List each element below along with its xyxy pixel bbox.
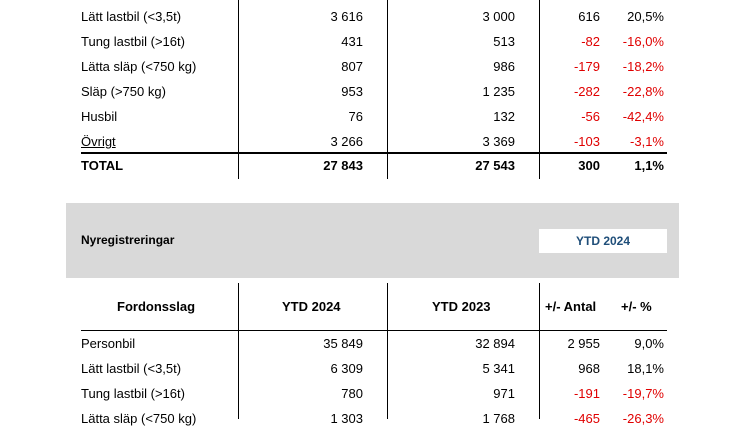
diff-count-cell: -179 — [573, 59, 600, 74]
diff-percent-cell: 18,1% — [627, 361, 664, 376]
diff-percent-cell: -3,1% — [630, 134, 664, 149]
diff-count-cell: 968 — [578, 361, 600, 376]
ytd2023-cell: 32 894 — [475, 336, 515, 351]
section-title: Nyregistreringar — [81, 233, 175, 247]
vehicle-type-cell: Lätt lastbil (<3,5t) — [81, 361, 182, 376]
vehicle-type-cell: Tung lastbil (>16t) — [81, 34, 185, 49]
diff-count-cell: 2 955 — [567, 336, 600, 351]
diff-percent-cell: 1,1% — [634, 158, 664, 173]
diff-count-cell: -56 — [581, 109, 600, 124]
ytd2023-cell: 1 235 — [482, 84, 515, 99]
table-row — [0, 331, 746, 356]
ytd2024-cell: 3 616 — [330, 9, 363, 24]
vehicle-type-cell: Tung lastbil (>16t) — [81, 386, 185, 401]
diff-percent-cell: 9,0% — [634, 336, 664, 351]
ytd2023-cell: 3 000 — [482, 9, 515, 24]
ytd2023-cell: 3 369 — [482, 134, 515, 149]
diff-count-cell: -282 — [573, 84, 600, 99]
ytd2024-cell: 953 — [341, 84, 363, 99]
table-row — [0, 104, 746, 129]
header-ytd2023: YTD 2023 — [432, 299, 491, 314]
table-row — [0, 54, 746, 79]
total-separator — [81, 152, 667, 154]
ytd2024-cell: 35 849 — [323, 336, 363, 351]
table-row — [0, 29, 746, 54]
ytd2023-cell: 132 — [493, 109, 515, 124]
ytd2023-cell: 5 341 — [482, 361, 515, 376]
vehicle-type-cell: Lätt lastbil (<3,5t) — [81, 9, 182, 24]
header-diff: +/- Antal — [545, 299, 597, 314]
diff-count-cell: -465 — [573, 411, 600, 426]
diff-percent-cell: -19,7% — [622, 386, 664, 401]
ytd2024-cell: 6 309 — [330, 361, 363, 376]
diff-count-cell: 616 — [578, 9, 600, 24]
header-pct: +/- % — [621, 299, 652, 314]
table-row — [0, 4, 746, 29]
ytd2023-cell: 513 — [493, 34, 515, 49]
diff-count-cell: -103 — [573, 134, 600, 149]
diff-percent-cell: -18,2% — [622, 59, 664, 74]
ytd2024-cell: 780 — [341, 386, 363, 401]
diff-count-cell: -82 — [581, 34, 600, 49]
diff-percent-cell: -22,8% — [622, 84, 664, 99]
ytd2024-cell: 27 843 — [323, 158, 363, 173]
ytd2024-cell: 807 — [341, 59, 363, 74]
ytd2023-cell: 986 — [493, 59, 515, 74]
vehicle-type-cell: Lätta släp (<750 kg) — [81, 59, 197, 74]
diff-percent-cell: -16,0% — [622, 34, 664, 49]
vehicle-type-cell: Lätta släp (<750 kg) — [81, 411, 197, 426]
diff-percent-cell: -26,3% — [622, 411, 664, 426]
table-row — [0, 356, 746, 381]
ytd2024-cell: 76 — [348, 109, 363, 124]
ytd2023-cell: 1 768 — [482, 411, 515, 426]
period-badge: YTD 2024 — [539, 229, 667, 253]
diff-count-cell: 300 — [578, 158, 600, 173]
table-row — [0, 381, 746, 406]
ytd2023-cell: 971 — [493, 386, 515, 401]
ytd2023-cell: 27 543 — [475, 158, 515, 173]
ytd2024-cell: 3 266 — [330, 134, 363, 149]
total-row — [0, 153, 746, 178]
diff-percent-cell: 20,5% — [627, 9, 664, 24]
diff-count-cell: -191 — [573, 386, 600, 401]
vehicle-type-cell: TOTAL — [81, 158, 124, 173]
table-row — [0, 129, 746, 154]
diff-percent-cell: -42,4% — [622, 109, 664, 124]
header-ytd2024: YTD 2024 — [282, 299, 341, 314]
vehicle-type-cell: Övrigt — [81, 134, 116, 149]
vehicle-type-cell: Släp (>750 kg) — [81, 84, 166, 99]
ytd2024-cell: 431 — [341, 34, 363, 49]
vehicle-type-cell: Personbil — [81, 336, 136, 351]
vehicle-type-cell: Husbil — [81, 109, 118, 124]
table-row — [0, 79, 746, 104]
ytd2024-cell: 1 303 — [330, 411, 363, 426]
header-fordonsslag: Fordonsslag — [117, 299, 196, 314]
